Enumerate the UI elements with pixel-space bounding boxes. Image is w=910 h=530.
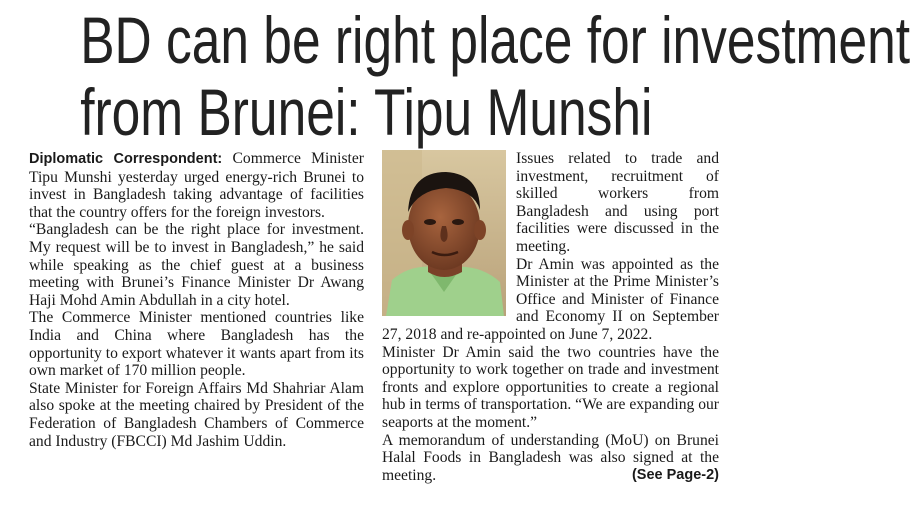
portrait-photo-image [382, 150, 506, 316]
article-paragraph: Dr Amin was appointed as the Minister at the Prime Minister’s Office and Minister of Finance and Economy II on September 27, 2018 and re-appointed on June 7, 2022. [382, 255, 719, 343]
see-page-link[interactable]: (See Page-2) [631, 466, 719, 483]
article-paragraph: A memorandum of understanding (MoU) on Brunei Halal Foods in Bangladesh was also signed at the meeting. (See Page-2) [382, 431, 719, 484]
article-column-right [382, 150, 719, 484]
headline-line-1: BD can be right place for investment [80, 3, 910, 77]
article-paragraph: Minister Dr Amin said the two countries have the opportunity to work together on trade and investment fronts and explore opportunities to create a regional hub in terms of transportation. “We are expanding our seaports at the moment.” [382, 343, 719, 431]
byline: Diplomatic Correspondent: [29, 151, 223, 167]
article-paragraph: State Minister for Foreign Affairs Md Shahriar Alam also spoke at the meeting chaired by President of the Federation of Bangladesh Chambers of Commerce and Industry (FBCCI) Md Jashim Uddin. [29, 379, 364, 450]
article-paragraph: Issues related to trade and investment, recruitment of skilled workers from Bangladesh and using port facilities were discussed in the meeting. [516, 150, 719, 255]
article-paragraph: The Commerce Minister mentioned countries like India and China where Bangladesh has the opportunity to export whatever it wants apart from its own market of 170 million people. [29, 309, 364, 380]
article-paragraph: Diplomatic Correspondent: Commerce Minister Tipu Munshi yesterday urged energy-rich Brunei to invest in Bangladesh taking advantage of facilities that the country offers for the foreign investors. [29, 150, 364, 221]
article-column-left [29, 150, 364, 450]
article-paragraph: “Bangladesh can be the right place for investment. My request will be to invest in Bangladesh,” he said while speaking as the chief guest at a business meeting with Brunei’s Finance Minister Dr Awang Haji Mohd Amin Abdullah in a city hotel. [29, 221, 364, 309]
portrait-photo [382, 150, 510, 316]
headline [80, 3, 910, 149]
headline-line-2: from Brunei: Tipu Munshi [80, 75, 653, 149]
